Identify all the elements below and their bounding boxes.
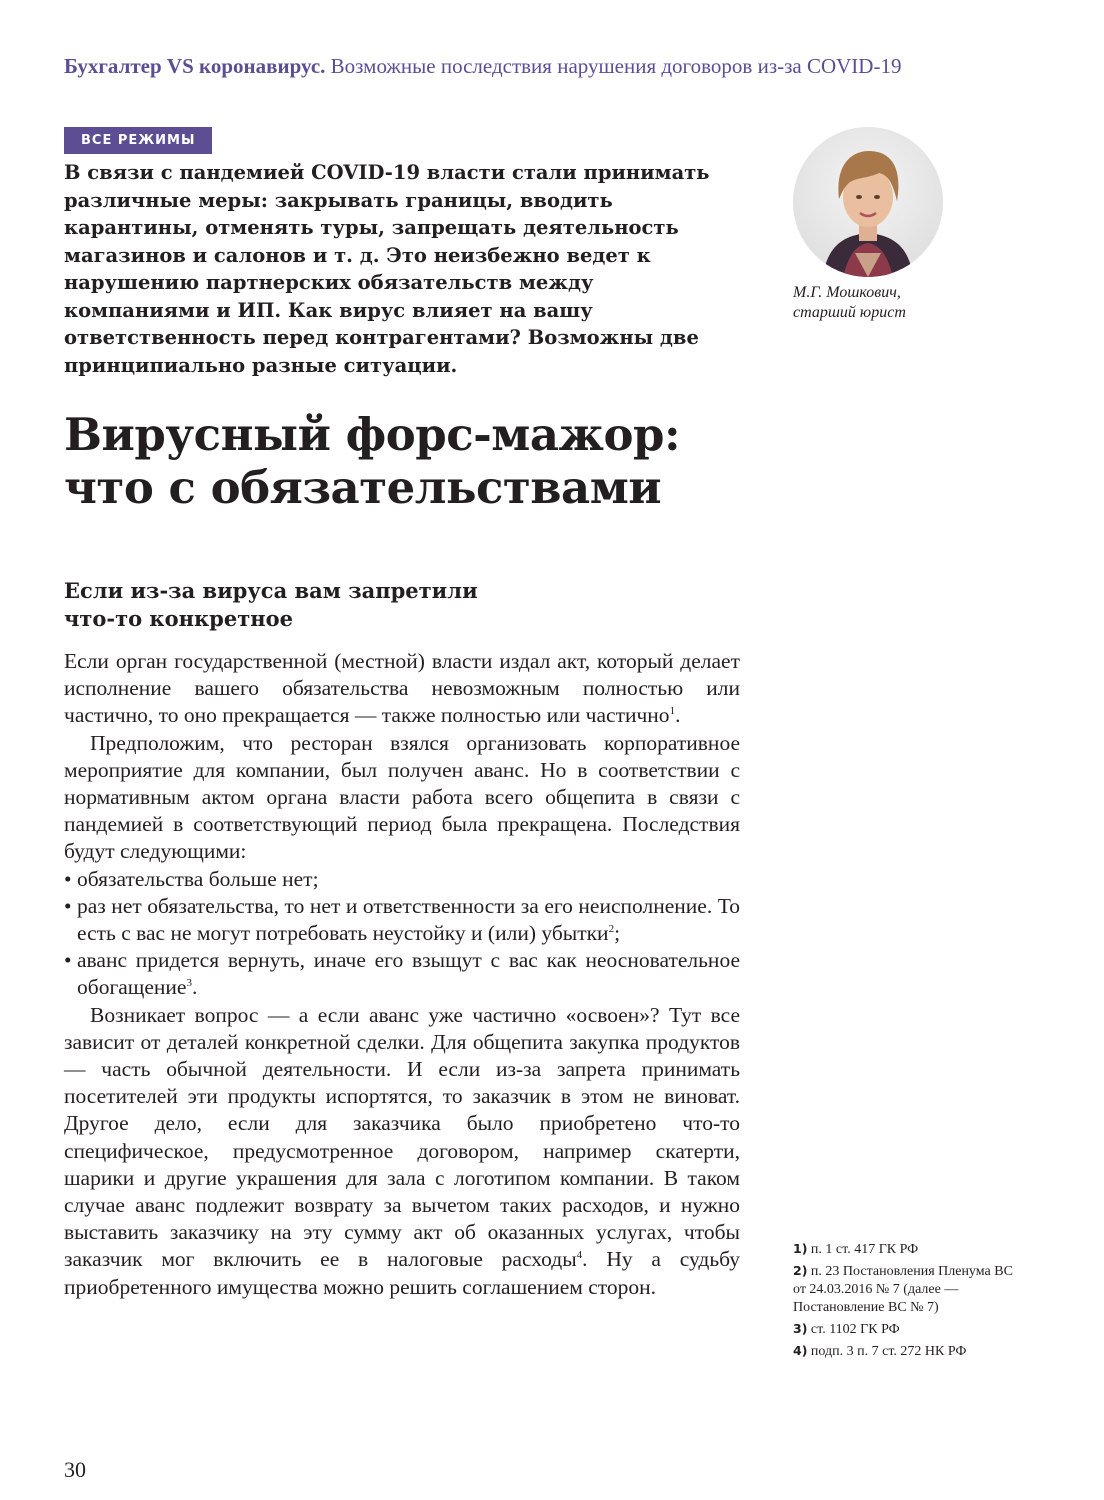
- footnote-text: ст. 1102 ГК РФ: [807, 1322, 900, 1337]
- list-item: • обязательства больше нет;: [64, 866, 740, 893]
- footnote-number: 1): [793, 1241, 808, 1256]
- body-text: . Ну а судьбу приобретенного имущества можно решить соглашением сторон.: [64, 1247, 740, 1299]
- consequences-list: [64, 866, 740, 1002]
- article-title-line-1: Вирусный форс-мажор:: [64, 408, 681, 461]
- footnote-4: [793, 1342, 1023, 1361]
- body-paragraph-3: [64, 1002, 740, 1301]
- footnote-text: подп. 3 п. 7 ст. 272 НК РФ: [807, 1344, 967, 1359]
- footnote-number: 3): [793, 1321, 808, 1336]
- footnote-text: п. 23 Постановления Пленума ВС от 24.03.2016 № 7 (далее — Постановление ВС № 7): [793, 1264, 1013, 1315]
- running-header: [64, 54, 1054, 79]
- article-topic: Возможные последствия нарушения договоров из-за COVID-19: [325, 54, 902, 78]
- article-title: [64, 408, 784, 514]
- footnotes: [793, 1240, 1023, 1364]
- body-text: Возникает вопрос — а если аванс уже частично «освоен»? Тут все зависит от деталей конкретной сделки. Для общепита закупка продуктов — часть обычной деятельности. И если из-за запрета принимать посетителей эти продукты испортятся, то заказчик в этом не виноват. Другое дело, если для заказчика было приобретено что-то специфическое, предусмотренное договором, например скатерти, шарики и другие украшения для зала с логотипом компании. В таком случае аванс подлежит возврату за вычетом таких расходов, и нужно выставить заказчику на эту сумму акт об оказанных услугах, чтобы заказчик мог включить ее в налоговые расходы: [64, 1002, 740, 1272]
- subheading-line-2: что-то конкретное: [64, 606, 293, 631]
- tax-regime-badge: ВСЕ РЕЖИМЫ: [64, 127, 212, 154]
- footnote-text: п. 1 ст. 417 ГК РФ: [807, 1242, 919, 1257]
- subheading-line-1: Если из-за вируса вам запретили: [64, 578, 478, 603]
- author-role: старший юрист: [793, 304, 906, 321]
- author-portrait-image: [793, 127, 943, 277]
- author-caption: [793, 283, 1033, 323]
- author-name: М.Г. Мошкович,: [793, 284, 901, 301]
- body-text: .: [675, 703, 681, 728]
- footnote-ref-1: 1: [669, 705, 676, 718]
- footnote-3: [793, 1320, 1023, 1339]
- footnote-number: 2): [793, 1263, 808, 1278]
- body-text: раз нет обязательства, то нет и ответственности за его неисполнение. То есть с вас не могут потребовать неустойку и (или) убытки: [77, 893, 740, 946]
- body-text: аванс придется вернуть, иначе его взыщут с вас как неосновательное обогащение: [77, 948, 740, 1000]
- footnote-number: 4): [793, 1343, 808, 1358]
- footnote-ref-3: 3: [186, 977, 192, 990]
- body-text: Если орган государственной (местной) власти издал акт, который делает исполнение вашего обязательства невозможным полностью или частично, то оно прекращается — также полностью или частично: [64, 649, 740, 728]
- body-paragraph-1: [64, 648, 740, 730]
- list-item: [64, 947, 740, 1001]
- article-title-line-2: что с обязательствами: [64, 461, 662, 514]
- body-text: .: [191, 975, 198, 1000]
- body-text: ;: [614, 921, 621, 946]
- article-body: [64, 648, 740, 1301]
- author-photo: [793, 127, 943, 277]
- lead-paragraph: В связи с пандемией COVID-19 власти стали принимать различные меры: закрывать границы, вводить карантины, отменять туры, запрещать деятельность магазинов и салонов и т. д. Это неизбежно ведет к нарушению партнерских обязательств между компаниями и ИП. Как вирус влияет на вашу ответственность перед контрагентами? Возможны две принципиально разные ситуации.: [64, 161, 710, 377]
- body-paragraph-2: Предположим, что ресторан взялся организовать корпоративное мероприятие для компании, был получен аванс. Но в соответствии с нормативным актом органа власти работа всего общепита в связи с пандемией в соответствующий период была прекращена. Последствия будут следующими:: [64, 730, 740, 864]
- footnote-ref-4: 4: [576, 1249, 583, 1262]
- section-name: Бухгалтер VS коронавирус.: [64, 54, 326, 78]
- section-subheading: [64, 577, 624, 633]
- footnote-1: [793, 1240, 1023, 1259]
- footnote-ref-2: 2: [608, 923, 615, 936]
- page-number: 30: [64, 1457, 86, 1482]
- list-item: [64, 893, 740, 947]
- footnote-2: [793, 1262, 1023, 1317]
